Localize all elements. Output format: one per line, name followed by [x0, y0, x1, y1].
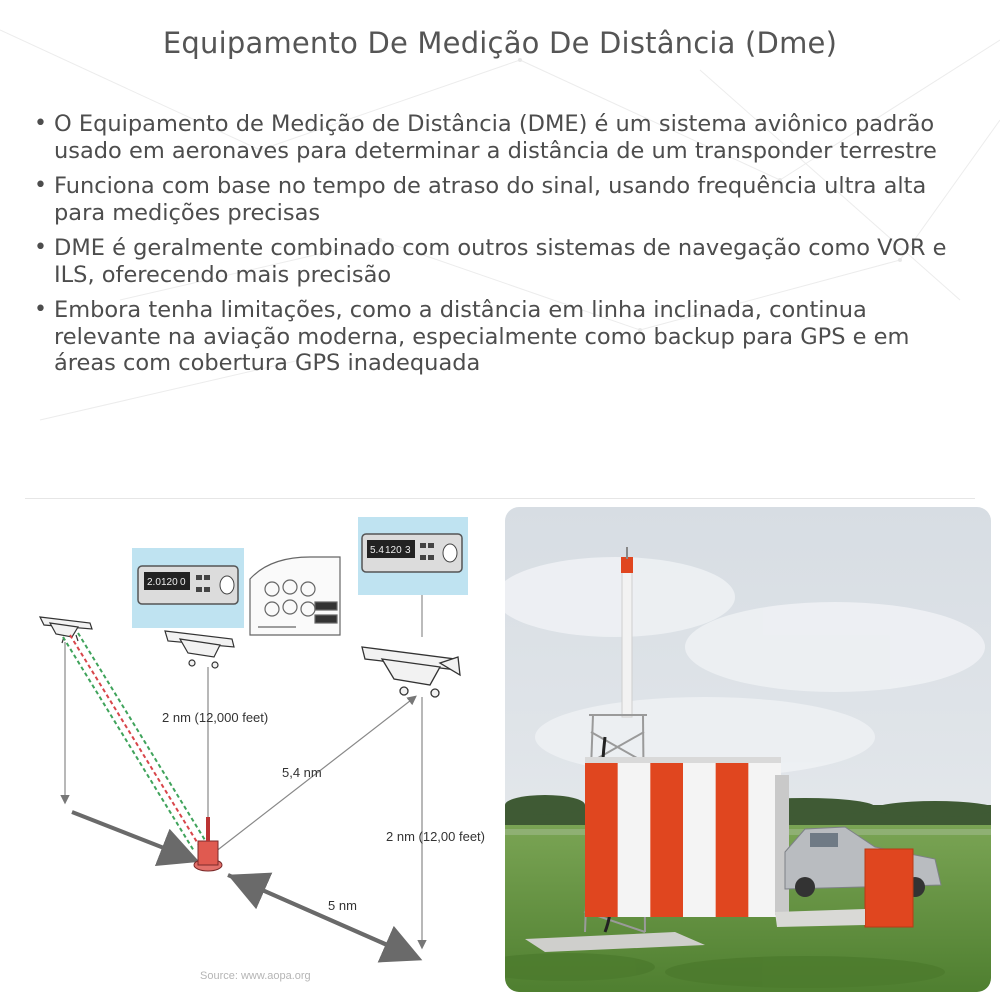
orange-equipment-box	[865, 849, 913, 927]
label-altitude-right: 2 nm (12,00 feet)	[386, 829, 485, 844]
bullet-list	[34, 111, 974, 386]
display-left-distance: 2.0	[147, 577, 161, 588]
antenna-mast	[621, 547, 633, 717]
display-left-time: 0	[180, 577, 186, 588]
bullet-item	[34, 111, 974, 164]
display-right-time: 3	[405, 545, 411, 556]
bullet-marker: •	[34, 297, 47, 322]
display-right-speed: 120	[385, 545, 402, 556]
bullet-item	[34, 173, 974, 226]
section-divider	[25, 498, 975, 499]
dme-station-photo-svg	[505, 507, 991, 992]
dme-display-right	[358, 517, 468, 637]
airplane-right	[362, 647, 460, 697]
dme-display-left	[132, 548, 244, 628]
bullet-marker: •	[34, 173, 47, 198]
airplane-middle	[165, 631, 234, 668]
display-left-speed: 120	[161, 577, 178, 588]
bullet-item	[34, 235, 974, 288]
label-altitude-left: 2 nm (12,000 feet)	[162, 710, 269, 725]
bullet-text: O Equipamento de Medição de Distância (DME) é um sistema aviônico padrão usado em aeronaves para determinar a distância de um transponder terrestre	[54, 111, 937, 164]
page-title: Equipamento De Medição De Distância (Dme)	[162, 26, 838, 60]
dme-diagram-svg	[10, 507, 492, 991]
bullet-item	[34, 297, 974, 377]
dme-ground-station-icon	[194, 817, 222, 871]
display-right-distance: 5.4	[370, 545, 384, 556]
source-credit: Source: www.aopa.org	[200, 970, 311, 982]
label-slant-range: 5,4 nm	[282, 765, 322, 780]
equipment-shelter	[585, 757, 789, 917]
label-ground-distance: 5 nm	[328, 898, 357, 913]
shelter-stripe	[585, 762, 618, 917]
bullet-text: DME é geralmente combinado com outros sistemas de navegação como VOR e ILS, oferecendo mais precisão	[54, 235, 947, 288]
ground-line-right-back	[235, 878, 405, 953]
bullet-marker: •	[34, 235, 47, 260]
dme-diagram	[10, 507, 492, 991]
bullet-text: Funciona com base no tempo de atraso do sinal, usando frequência ultra alta para medições precisas	[54, 173, 927, 226]
dme-station-photo	[505, 507, 991, 992]
airplane-left	[40, 617, 92, 643]
shelter-stripe	[650, 762, 683, 917]
bullet-marker: •	[34, 111, 47, 136]
shelter-stripe	[716, 762, 749, 917]
cockpit-panel-sketch	[250, 557, 340, 635]
bullet-text: Embora tenha limitações, como a distância em linha inclinada, continua relevante na aviação moderna, especialmente como backup para GPS e em áreas com cobertura GPS inadequada	[54, 297, 910, 376]
